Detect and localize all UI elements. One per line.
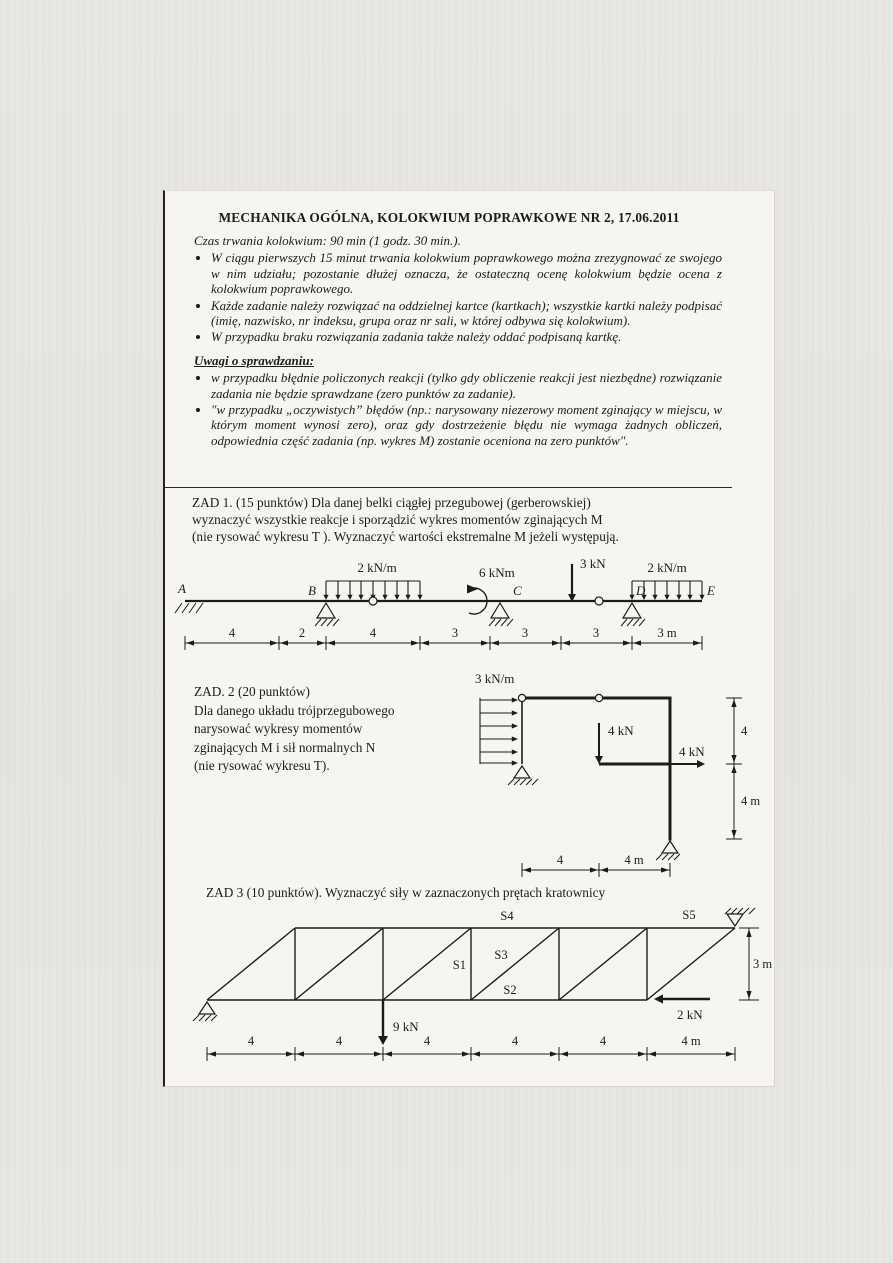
beam-node-label-a: A — [178, 581, 186, 596]
list-item: • w przypadku błędnie policzonych reakcji (tylko gdy obliczenie reakcji jest niezbędne) rozwiązanie zadania nie będzie sprawdzane (zero punktów za zadanie). — [211, 370, 722, 401]
truss-member-label-s1: S1 — [452, 958, 466, 972]
zad1-text — [192, 495, 727, 545]
moment-label: 6 kNm — [479, 565, 515, 580]
frame-dim-bottom — [522, 853, 670, 877]
frame-dim-right-top: 4 — [741, 724, 748, 738]
frame-udl-arrows — [480, 697, 518, 765]
truss-dim-3: 4 — [511, 1034, 519, 1048]
truss-dim-0: 4 — [247, 1034, 255, 1048]
beam-node-label-b: B — [308, 583, 316, 598]
truss-dim-height-label: 3 m — [753, 957, 773, 971]
frame-hinge-apex — [595, 694, 602, 701]
zad1-line: (nie rysować wykresu T ). Wyznaczyć wartości ekstremalne M jeżeli występują. — [192, 528, 619, 544]
beam-dimension-line — [185, 626, 702, 650]
frame-support-right — [656, 841, 680, 860]
beam-dim-3: 3 — [451, 626, 459, 640]
frame-dim-bottom-right: 4 m — [624, 853, 644, 867]
zad1-line: wyznaczyć wszystkie reakcje i sporządzić wykres momentów zginających M — [192, 511, 603, 527]
beam-support-a — [175, 603, 203, 613]
beam-node-label-c: C — [513, 583, 522, 598]
zad2-line: zginających M i sił normalnych N — [194, 739, 376, 755]
truss-diagram — [177, 898, 797, 1066]
list-item: • W przypadku braku rozwiązania zadania także należy oddać podpisaną kartkę. — [211, 329, 722, 344]
truss-force-down-label: 9 kN — [393, 1019, 419, 1034]
truss-support-left — [193, 1002, 217, 1021]
zad3-text: ZAD 3 (10 punktów). Wyznaczyć siły w zaznaczonych prętach kratownicy — [206, 885, 606, 900]
beam-dim-6: 3 m — [657, 626, 677, 640]
beam-support-d — [621, 603, 645, 626]
truss-member-label-s2: S2 — [503, 983, 517, 997]
grading-bullet-list — [194, 370, 722, 448]
frame-force-down-icon — [595, 723, 603, 764]
beam-support-b — [315, 603, 339, 626]
zad2-line: Dla danego układu trójprzegubowego — [194, 702, 395, 718]
page-title: MECHANIKA OGÓLNA, KOLOKWIUM POPRAWKOWE NR 2, 17.06.2011 — [218, 210, 680, 225]
section-divider — [165, 487, 732, 488]
udl2-label: 2 kN/m — [647, 560, 687, 575]
frame-dim-bottom-left: 4 — [556, 853, 564, 867]
force-arrow-icon — [568, 564, 576, 602]
list-item: • "w przypadku „oczywistych” błędów (np.: narysowany niezerowy moment zginający w miejscu, w którym moment wynosi zero), oraz gdy dostrzeżenie błędu nie wymaga żadnych obliczeń, odpowiednia część zadania (np. wykres M) zostanie oceniona na zero punktów". — [211, 402, 722, 448]
frame-force-down-label: 4 kN — [608, 723, 634, 738]
truss-member-label-s5: S5 — [682, 908, 696, 922]
zad2-text — [194, 683, 454, 776]
zad2-line: narysować wykresy momentów — [194, 721, 363, 737]
list-item: • Każde zadanie należy rozwiązać na oddzielnej kartce (kartkach); wszystkie kartki należy podpisać (imię, nazwisko, nr indeksu, grupa oraz nr sali, w której odbywa się kolokwium). — [211, 298, 722, 329]
frame-force-right-label: 4 kN — [679, 744, 705, 759]
frame-diagram — [457, 663, 767, 878]
zad2-line: (nie rysować wykresu T). — [194, 758, 330, 774]
duration-line: Czas trwania kolokwium: 90 min (1 godz. 30 min.). — [194, 233, 461, 248]
frame-support-left — [508, 766, 538, 785]
frame-hinge-corner — [518, 694, 525, 701]
beam-hinge-1 — [369, 597, 377, 605]
truss-members — [207, 928, 735, 1000]
zad2-line: ZAD. 2 (20 punktów) — [194, 684, 310, 699]
truss-force-left-icon — [654, 994, 710, 1003]
beam-dim-1: 2 — [298, 626, 306, 640]
beam-hinge-2 — [595, 597, 603, 605]
truss-member-label-s4: S4 — [500, 909, 514, 923]
frame-dim-right — [726, 698, 760, 839]
moment-arrow-icon — [467, 585, 487, 615]
truss-dim-5: 4 m — [681, 1034, 701, 1048]
truss-support-right-top — [725, 908, 755, 926]
beam-support-c — [489, 603, 513, 626]
intro-block — [194, 233, 722, 452]
beam-node-label-d: D — [636, 583, 646, 598]
beam-dim-4: 3 — [521, 626, 529, 640]
exam-page — [163, 190, 775, 1087]
truss-dim-height — [739, 928, 772, 1000]
udl1-label: 2 kN/m — [357, 560, 397, 575]
beam-dim-0: 4 — [228, 626, 236, 640]
truss-dim-2: 4 — [423, 1034, 431, 1048]
truss-member-label-s3: S3 — [494, 948, 508, 962]
grading-heading: Uwagi o sprawdzaniu: — [194, 352, 314, 368]
truss-force-down-icon — [378, 1000, 388, 1045]
truss-dim-bottom — [207, 1034, 735, 1061]
point-force-label: 3 kN — [580, 556, 606, 571]
frame-udl-label: 3 kN/m — [475, 671, 515, 686]
beam-node-label-e: E — [707, 583, 715, 598]
beam-dim-2: 4 — [369, 626, 377, 640]
intro-bullet-list — [194, 250, 722, 344]
truss-dim-4: 4 — [599, 1034, 607, 1048]
frame-dim-right-bottom: 4 m — [741, 794, 761, 808]
truss-dim-1: 4 — [335, 1034, 343, 1048]
beam-dim-5: 3 — [592, 626, 600, 640]
beam-diagram — [170, 551, 730, 659]
zad1-line: ZAD 1. (15 punktów) Dla danej belki ciągłej przegubowej (gerberowskiej) — [192, 495, 591, 510]
list-item: • W ciągu pierwszych 15 minut trwania kolokwium poprawkowego można zrezygnować ze swojego w nim udziału; pozostanie dłużej oznacza, że ostateczną ocenę kolokwium będzie ocena z kolokwium poprawkowego. — [211, 250, 722, 296]
truss-force-left-label: 2 kN — [677, 1007, 703, 1022]
